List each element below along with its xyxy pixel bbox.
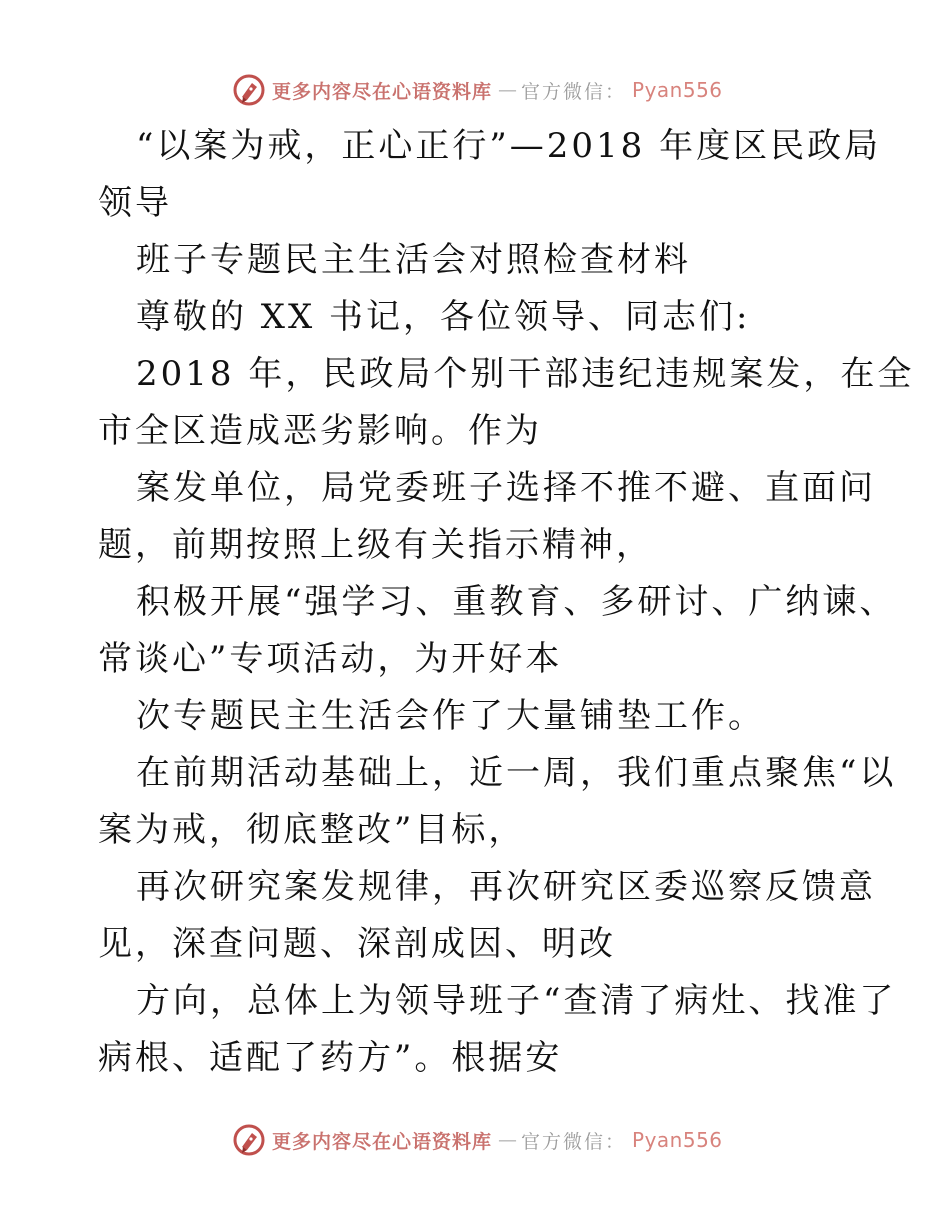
footer-watermark — [232, 1120, 723, 1160]
text-line: 见，深查问题、深剖成因、明改 — [98, 924, 616, 964]
watermark-id: Pyan556 — [632, 78, 723, 102]
watermark-separator: — — [498, 79, 516, 101]
pen-nib-logo-icon — [232, 1123, 266, 1157]
text-line: 案为戒，彻底整改”目标， — [98, 810, 526, 850]
text-line: 题，前期按照上级有关指示精神， — [98, 525, 653, 565]
document-body — [98, 118, 915, 1087]
text-line: 尊敬的 XX 书记，各位领导、同志们: — [136, 297, 751, 337]
text-line: 积极开展“强学习、重教育、多研讨、广纳谏、 — [136, 582, 897, 622]
text-line: 市全区造成恶劣影响。作为 — [98, 411, 542, 451]
pen-nib-logo-icon — [232, 73, 266, 107]
text-line: 再次研究案发规律，再次研究区委巡察反馈意 — [136, 867, 876, 907]
watermark-text: 更多内容尽在心语资料库 — [272, 80, 493, 103]
text-line: 班子专题民主生活会对照检查材料 — [136, 240, 691, 280]
watermark-label: 官方微信： — [521, 1130, 627, 1153]
text-line: 病根、适配了药方”。根据安 — [98, 1038, 563, 1078]
watermark-label: 官方微信： — [521, 80, 627, 103]
watermark-separator: — — [498, 1129, 516, 1151]
text-line: “以案为戒，正心正行”—2018 年度区民政局 — [136, 126, 882, 166]
text-line: 在前期活动基础上，近一周，我们重点聚焦“以 — [136, 753, 897, 793]
header-watermark — [232, 70, 723, 110]
watermark-id: Pyan556 — [632, 1128, 723, 1152]
watermark-text: 更多内容尽在心语资料库 — [272, 1130, 493, 1153]
text-line: 次专题民主生活会作了大量铺垫工作。 — [136, 696, 765, 736]
text-line: 领导 — [98, 183, 172, 223]
text-line: 案发单位，局党委班子选择不推不避、直面问 — [136, 468, 876, 508]
text-line: 2018 年，民政局个别干部违纪违规案发，在全 — [136, 354, 915, 394]
text-line: 常谈心”专项活动，为开好本 — [98, 639, 563, 679]
text-line: 方向，总体上为领导班子“查清了病灶、找准了 — [136, 981, 897, 1021]
